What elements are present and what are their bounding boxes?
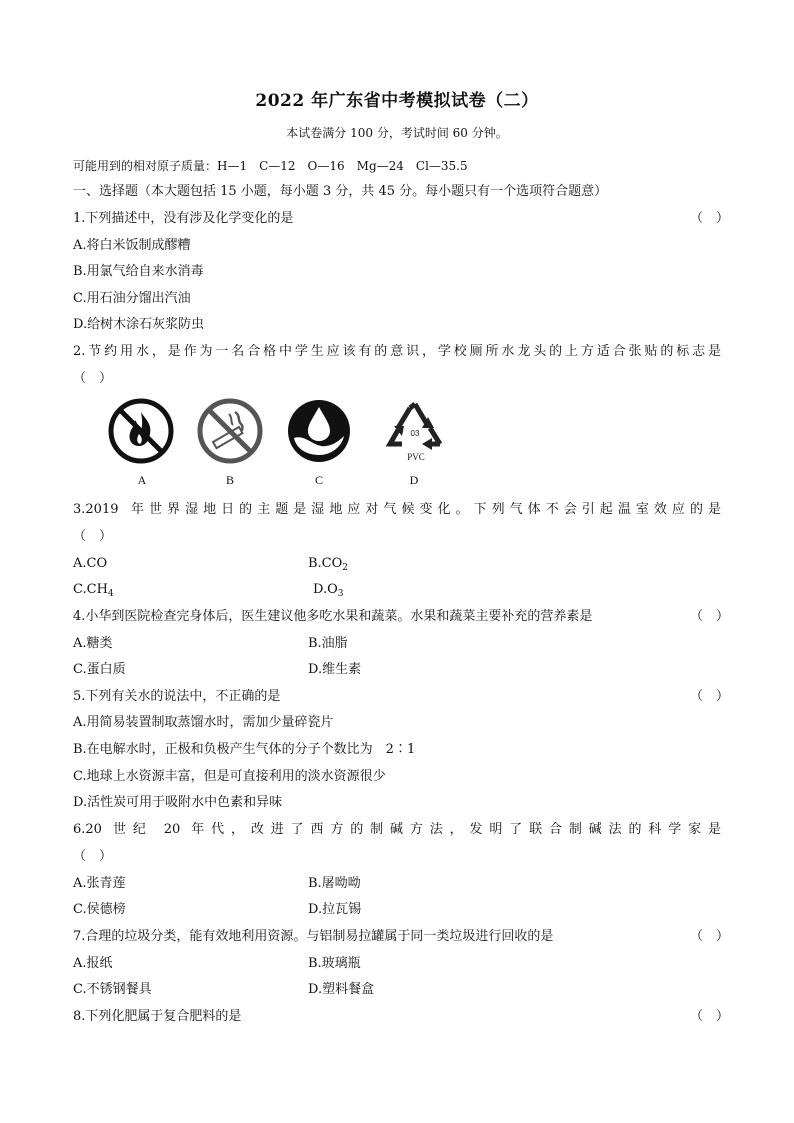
q4-stem: 4.小华到医院检查完身体后，医生建议他多吃水果和蔬菜。水果和蔬菜主要补充的营养素是 (73, 609, 593, 624)
q1-option-c: C.用石油分馏出汽油 (73, 291, 191, 306)
sign-label-a: A (137, 473, 147, 487)
q5-option-b: B.在电解水时，正极和负极产生气体的分子个数比为 2∶1 (73, 742, 416, 757)
q3-option-c: $C.CH_4$ (73, 582, 114, 599)
q7-option-d: D.塑料餐盒 (308, 982, 375, 997)
sign-label-b: B (225, 473, 234, 487)
q3-answer-blank: （ ） (73, 529, 113, 544)
q7-option-c: C.不锈钢餐具 (73, 982, 152, 997)
q2-answer-blank: （ ） (73, 371, 113, 386)
q3-option-d: $D.O_3$ (313, 582, 344, 599)
q6-option-c: C.侯德榜 (73, 902, 126, 917)
q3-option-b: $B.CO_2$ (308, 556, 349, 573)
q6-stem: 6.20 世纪 20 年代，改进了西方的制碱方法，发明了联合制碱法的科学家是 (73, 822, 721, 837)
q5-option-a: A.用简易装置制取蒸馏水时，需加少量碎瓷片 (73, 715, 334, 730)
q3-stem: 年世界湿地日的主题是湿地应对气候变化。下列气体不会引起温室效应的是 (131, 502, 721, 517)
no-smoking-sign-icon (197, 398, 263, 464)
q6-option-a: A.张青莲 (73, 876, 126, 891)
q6-option-b: B.屠呦呦 (308, 876, 361, 891)
q7-stem: 7.合理的垃圾分类，能有效地利用资源。与铝制易拉罐属于同一类垃圾进行回收的是 (73, 929, 554, 944)
q5-stem: 5.下列有关水的说法中，不正确的是 (73, 689, 281, 704)
section-heading: 一、选择题（本大题包括 15 小题，每小题 3 分，共 45 分。每小题只有一个选项符合题意） (73, 184, 608, 199)
q4-option-d: D.维生素 (308, 662, 362, 677)
q2-stem: 2.节约用水，是作为一名合格中学生应该有的意识，学校厕所水龙头的上方适合张贴的标志是 (73, 344, 721, 359)
q1-stem: 1.下列描述中，没有涉及化学变化的是 (73, 211, 294, 226)
q6-option-d: D.拉瓦锡 (308, 902, 362, 917)
q7-option-b: B.玻璃瓶 (308, 956, 361, 971)
sign-label-d: D (409, 473, 419, 487)
recycle-material-label: PVC (407, 452, 425, 462)
no-fire-sign-icon (108, 398, 174, 464)
q8-answer-blank: （ ） (690, 1009, 730, 1024)
recycle-code: 03 (410, 429, 420, 438)
atomic-mass-line: 可能用到的相对原子质量：H—1 C—12 O—16 Mg—24 Cl—35.5 (73, 159, 468, 173)
q4-answer-blank: （ ） (690, 609, 730, 624)
exam-subtitle: 本试卷满分 100 分，考试时间 60 分钟。 (286, 126, 508, 140)
q1-option-a: A.将白米饭制成醪糟 (73, 238, 191, 253)
q3-option-a: A.CO (73, 556, 108, 571)
q5-answer-blank: （ ） (690, 689, 730, 704)
q1-answer-blank: （ ） (690, 211, 730, 226)
q4-option-a: A.糖类 (73, 636, 113, 651)
exam-title: 2022 年广东省中考模拟试卷（二） (255, 91, 539, 111)
q6-answer-blank: （ ） (73, 849, 113, 864)
q1-option-b: B.用氯气给自来水消毒 (73, 264, 204, 279)
q1-option-d: D.给树木涂石灰浆防虫 (73, 317, 205, 332)
q4-option-b: B.油脂 (308, 636, 348, 651)
q7-option-a: A.报纸 (73, 956, 113, 971)
q3-stem-year: 3.2019 (73, 502, 119, 517)
q5-option-c: C.地球上水资源丰富，但是可直接利用的淡水资源很少 (73, 769, 386, 784)
q7-answer-blank: （ ） (690, 929, 730, 944)
q5-option-d: D.活性炭可用于吸附水中色素和异味 (73, 795, 283, 810)
sign-label-c: C (314, 473, 323, 487)
q4-option-c: C.蛋白质 (73, 662, 126, 677)
water-saving-sign-icon (286, 398, 352, 464)
q8-stem: 8.下列化肥属于复合肥料的是 (73, 1009, 242, 1024)
